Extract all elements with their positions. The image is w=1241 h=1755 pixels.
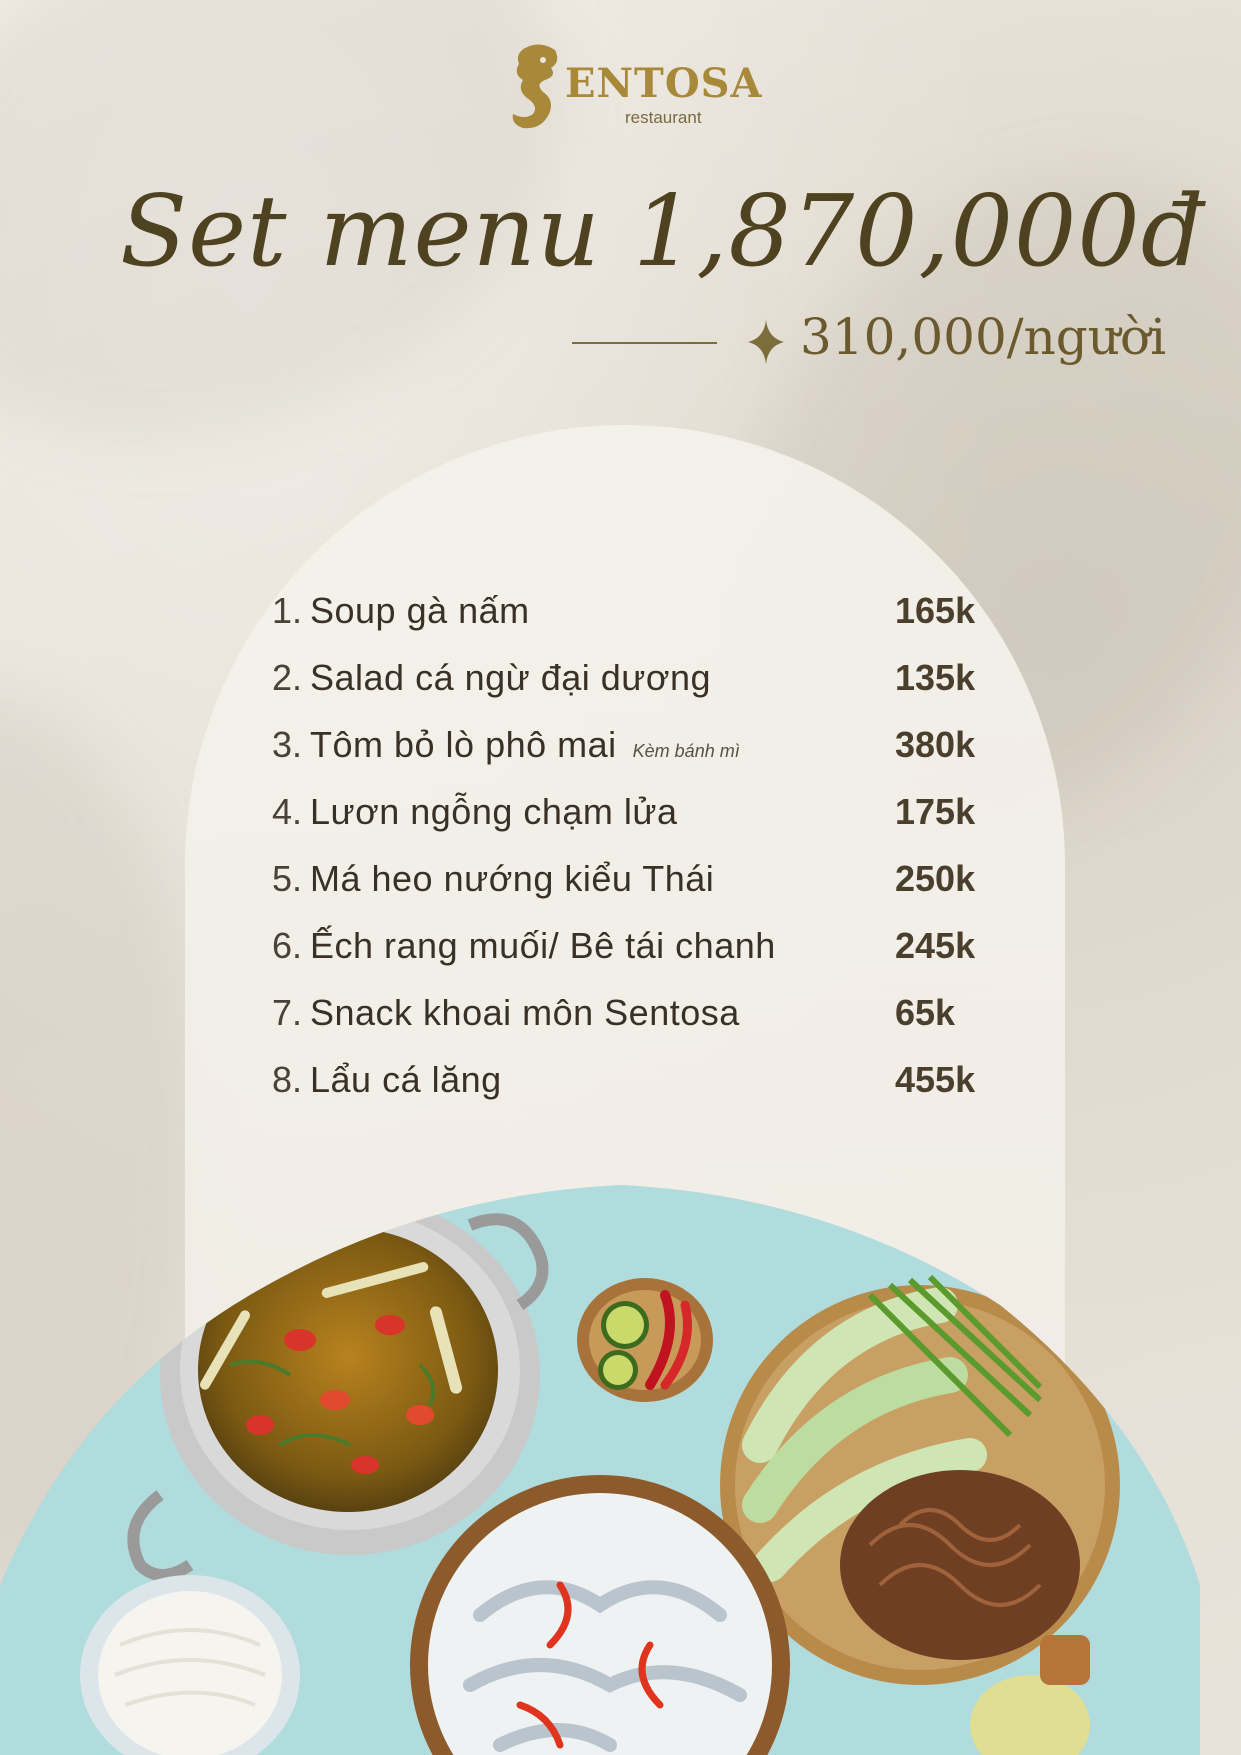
item-number: 2. (271, 657, 302, 698)
item-number: 3. (271, 724, 302, 765)
dish-price: 455k (895, 1059, 976, 1100)
dish-name: Snack khoai môn Sentosa (310, 992, 740, 1033)
item-number: 6. (271, 925, 302, 966)
item-number: 1. (271, 590, 302, 631)
dish-price: 380k (895, 724, 976, 765)
menu-list (250, 590, 1010, 1126)
item-number: 5. (271, 858, 302, 899)
menu-item (250, 791, 1010, 858)
dish-price: 245k (895, 925, 976, 966)
dish-price: 165k (895, 590, 976, 631)
item-number: 7. (271, 992, 302, 1033)
dish-price: 175k (895, 791, 976, 832)
menu-item (250, 925, 1010, 992)
logo-subtitle: restaurant (625, 108, 702, 127)
menu-item (250, 858, 1010, 925)
dish-name: Lươn ngỗng chạm lửa (310, 791, 678, 832)
menu-item (250, 590, 1010, 657)
price-per-person: 310,000/người (800, 308, 1167, 366)
dish-name: Salad cá ngừ đại dương (310, 657, 712, 698)
lime-chili-bowl (577, 1278, 713, 1402)
dish-name: Tôm bỏ lò phô mai (310, 724, 617, 765)
sparkle-icon (748, 320, 784, 364)
dish-price: 250k (895, 858, 976, 899)
divider-line (572, 342, 717, 344)
dish-note: Kèm bánh mì (632, 741, 740, 761)
restaurant-logo (505, 40, 763, 140)
dish-name: Ếch rang muối/ Bê tái chanh (310, 925, 776, 966)
menu-item (250, 724, 1010, 791)
dish-price: 65k (895, 992, 956, 1033)
dish-name: Lẩu cá lăng (310, 1059, 502, 1100)
logo-brand-text: ENTOSA (565, 60, 763, 107)
food-photo-content (0, 1165, 1241, 1755)
dish-name: Soup gà nấm (310, 590, 530, 631)
page-title: Set menu 1,870,000đ (120, 175, 1205, 289)
dish-name: Má heo nướng kiểu Thái (310, 858, 715, 899)
item-number: 8. (271, 1059, 302, 1100)
menu-item (250, 992, 1010, 1059)
menu-item (250, 657, 1010, 724)
menu-item (250, 1059, 1010, 1126)
dish-price: 135k (895, 657, 976, 698)
food-photo (0, 1165, 1241, 1755)
item-number: 4. (271, 791, 302, 832)
